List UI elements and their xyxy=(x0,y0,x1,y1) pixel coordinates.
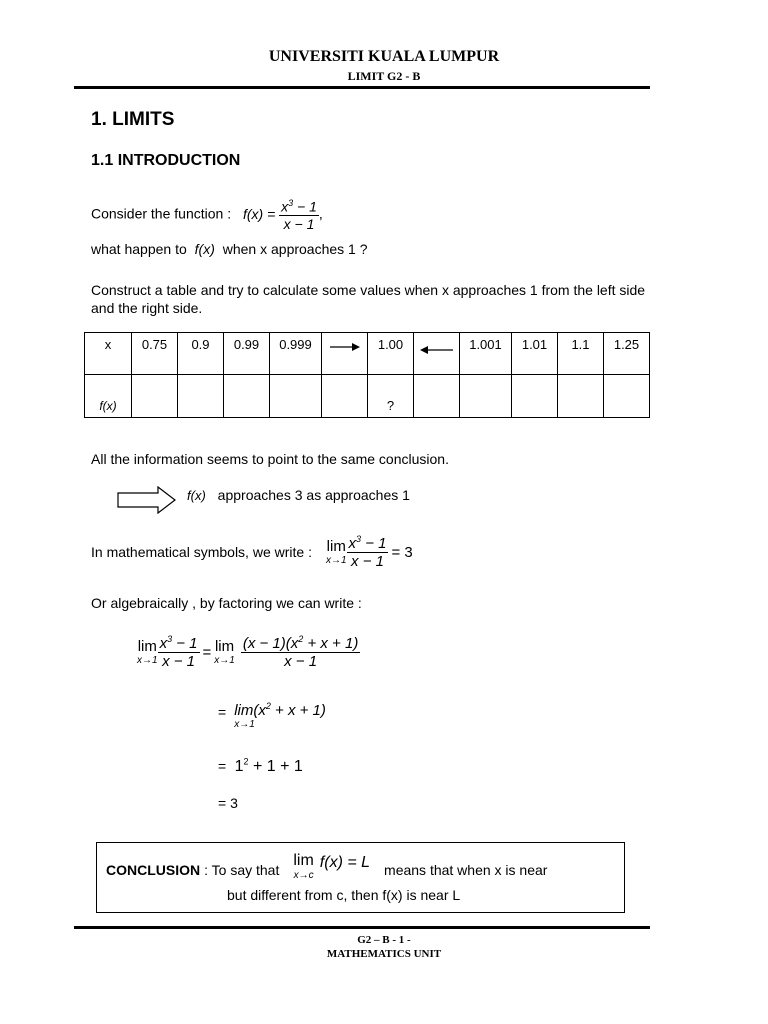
factoring-step-1 xyxy=(137,634,360,670)
question-post: when x approaches 1 ? xyxy=(222,241,368,257)
step3-expression: $1^2 + 1 + 1$ xyxy=(234,757,303,776)
limit-fraction xyxy=(347,534,389,570)
limit-fraction xyxy=(158,634,200,670)
question-line xyxy=(91,241,368,257)
section-title: 1. LIMITS xyxy=(91,109,175,130)
footer-unit: MATHEMATICS UNIT xyxy=(326,948,442,960)
limit-operator xyxy=(326,539,347,566)
lim-word: lim xyxy=(293,852,314,869)
university-title: UNIVERSITI KUALA LUMPUR xyxy=(268,48,500,65)
header-rule xyxy=(74,86,650,89)
limit-operator xyxy=(293,853,313,881)
fraction-denominator: x − 1 xyxy=(351,553,384,570)
lim-subscript: x→1 xyxy=(325,554,347,566)
table-cell: 1.25 xyxy=(604,333,650,375)
question-pre: what happen to xyxy=(91,241,187,257)
table-cell: 0.99 xyxy=(224,333,270,375)
subsection-title: 1.1 INTRODUCTION xyxy=(91,152,241,169)
equals-sign: = xyxy=(218,758,227,775)
approach-fx: f(x) xyxy=(187,488,206,503)
table-cell xyxy=(414,375,460,418)
table-cell: 1.001 xyxy=(460,333,512,375)
step2-expression: $\lim(x^2 + x + 1)$ xyxy=(234,701,326,719)
fraction-denominator: x − 1 xyxy=(283,215,315,232)
table-cell: 1.1 xyxy=(558,333,604,375)
limit-step xyxy=(234,702,326,730)
table-cell xyxy=(558,375,604,418)
table-cell xyxy=(322,333,368,375)
factored-numerator: $(x - 1)(x^2 + x + 1)$ xyxy=(242,634,359,652)
document-subtitle: LIMIT G2 - B xyxy=(347,69,421,83)
block-arrow-icon xyxy=(116,486,178,514)
table-cell: x xyxy=(85,333,132,375)
conclusion-label: CONCLUSION xyxy=(106,862,201,878)
lim-subscript: x→c xyxy=(293,870,314,881)
table-cell: f(x) xyxy=(85,375,132,418)
math-symbols-text: In mathematical symbols, we write : xyxy=(91,544,312,560)
table-row xyxy=(85,333,650,375)
function-definition xyxy=(91,198,323,232)
lim-subscript: x→1 xyxy=(234,719,255,730)
equals-sign: = xyxy=(202,643,212,661)
table-cell: ? xyxy=(368,375,414,418)
limit-operator xyxy=(214,639,235,666)
lim-word: lim xyxy=(137,637,157,655)
fraction-denominator: x − 1 xyxy=(284,653,318,670)
question-fx: f(x) xyxy=(194,241,215,257)
approach-line xyxy=(187,487,410,503)
consider-text: Consider the function : xyxy=(91,205,232,222)
lim-subscript: x→1 xyxy=(214,654,235,666)
approach-text: approaches 3 as approaches 1 xyxy=(217,487,410,503)
lim-word: lim xyxy=(326,537,346,555)
left-arrow-icon xyxy=(419,343,455,357)
factoring-step-4: = 3 xyxy=(218,795,238,811)
comma: , xyxy=(318,205,323,222)
page-number: G2 – B - 1 - xyxy=(357,934,411,946)
table-cell: 1.01 xyxy=(512,333,558,375)
conclusion-line-2: but different from c, then f(x) is near L xyxy=(227,887,461,903)
table-cell: 1.00 xyxy=(368,333,414,375)
conclusion-line-1 xyxy=(106,852,548,881)
equals-sign: = xyxy=(218,704,227,720)
fraction-numerator: $x^3 - 1$ xyxy=(281,198,317,215)
algebraic-text: Or algebraically , by factoring we can write : xyxy=(91,595,362,611)
fraction-numerator: $x^3 - 1$ xyxy=(348,534,387,552)
fraction-numerator: $x^3 - 1$ xyxy=(159,634,198,652)
all-info-text: All the information seems to point to the same conclusion. xyxy=(91,451,449,467)
table-cell: 0.75 xyxy=(132,333,178,375)
table-cell: 0.9 xyxy=(178,333,224,375)
factored-fraction xyxy=(241,634,360,670)
to-say-text: : To say that xyxy=(204,862,280,878)
means-text: means that when x is near xyxy=(384,862,548,878)
construct-paragraph: Construct a table and try to calculate some values when x approaches 1 from the left side and the right side. xyxy=(91,282,646,316)
factoring-step-2 xyxy=(218,702,326,730)
table-cell xyxy=(132,375,178,418)
table-row xyxy=(85,375,650,418)
footer-rule xyxy=(74,926,650,929)
factoring-step-3 xyxy=(218,757,303,776)
table-cell xyxy=(178,375,224,418)
conclusion-box xyxy=(96,842,625,913)
right-arrow-icon xyxy=(328,340,362,354)
equals-three: = 3 xyxy=(391,543,413,561)
limit-operator xyxy=(137,639,158,666)
values-table xyxy=(84,332,650,418)
math-symbols-line xyxy=(91,534,413,570)
fraction-denominator: x − 1 xyxy=(162,653,195,670)
lim-subscript: x→1 xyxy=(137,654,158,666)
table-cell: 0.999 xyxy=(270,333,322,375)
table-cell xyxy=(512,375,558,418)
table-cell xyxy=(322,375,368,418)
table-cell xyxy=(224,375,270,418)
lim-expression: f(x) = L xyxy=(319,854,371,871)
table-cell xyxy=(270,375,322,418)
f-of-x-label: f(x) = xyxy=(242,205,276,222)
lim-word: lim xyxy=(214,637,235,655)
table-cell xyxy=(414,333,460,375)
table-cell xyxy=(460,375,512,418)
function-fraction xyxy=(279,198,319,232)
table-cell xyxy=(604,375,650,418)
